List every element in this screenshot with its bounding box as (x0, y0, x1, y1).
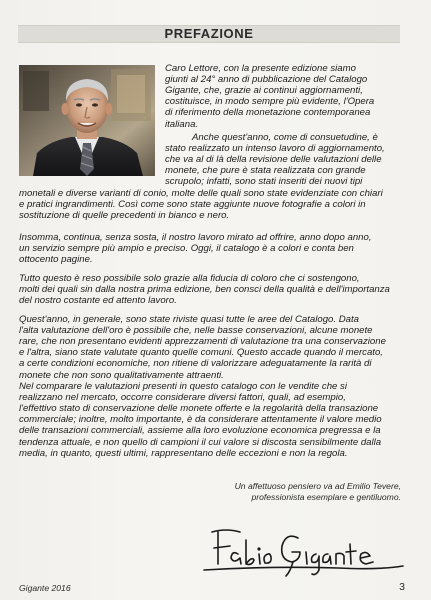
text-line: media, in quanto, questi ultimi, rappresentano delle eccezioni e non la regola. (19, 447, 348, 459)
dedication-line: professionista esemplare e gentiluomo. (251, 491, 401, 502)
text-line: ottocento pagine. (19, 254, 93, 266)
page-title: PREFAZIONE (164, 26, 254, 41)
text-line: delle transazioni commerciali, assieme alla loro evoluzione economica pregressa e la (19, 425, 381, 437)
text-line: monete che non sono qualitativamente attraenti. (19, 369, 224, 381)
text-line: tendenza attuale, e non quello di campioni il cui valore si discosta sensibilmente dalla (19, 436, 382, 448)
text-line: Nel comparare le valutazioni presenti in questo catalogo con le vendite che si (19, 381, 347, 392)
footer-publication: Gigante 2016 (19, 583, 71, 593)
text-line: Insomma, continua, senza sosta, il nostro lavoro mirato ad offrire, anno dopo anno, (19, 232, 372, 243)
text-line: Quest'anno, in generale, sono state riviste quasi tutte le aree del Catalogo. Data (19, 314, 359, 325)
text-line: rare, che non presentano evidenti apprezzamenti di valutazione tra una conservazione (19, 336, 386, 348)
text-line: di riferimento della monetazione contemporanea (165, 107, 371, 119)
text-line: e l'altra, siano state valutate quanto quelle comuni. Questo accade quando il mercato, (19, 347, 383, 359)
text-line: monetali e diverse varianti di conio, molte delle quali sono state evidenziate con chiari (19, 187, 383, 199)
text-line: commerciale; inoltre, molto importante, è da considerare attentamente il valore medio (19, 414, 382, 426)
text-line: Anche quest'anno, come di consuetudine, è (192, 132, 378, 143)
author-signature (198, 520, 408, 582)
author-portrait-image (19, 65, 155, 176)
author-photo (19, 65, 155, 176)
text-line: un servizio sempre più ampio e preciso. Oggi, il catalogo è a colori e conta ben (19, 243, 354, 255)
text-line: e pratici ingrandimenti. Così come sono state aggiunte nuove fotografie a colori in (19, 198, 366, 210)
text-line: l'effettivo stato di conservazione delle monete offerte e la regolarità della transazione (19, 403, 379, 415)
text-line: sostituzione di quelle precedenti in bianco e nero. (19, 209, 230, 221)
title-bar (18, 25, 400, 43)
text-line: costituisce, in modo sempre più evidente, l'Opera (165, 96, 375, 108)
text-line: giunti al 24° anno di pubblicazione del Catalogo (165, 74, 368, 86)
text-line: del nostro costante ed attento lavoro. (19, 295, 177, 307)
text-line: monete, che pure è stata realizzata con grande (165, 165, 366, 177)
text-line: a certe condizioni economiche, non ritiene di valorizzare adeguatamente la rarità di (19, 358, 372, 370)
text-line: l'alta valutazione dell'oro è possibile che, nelle basse conservazioni, alcune monete (19, 325, 373, 337)
text-line: Tutto questo è reso possibile solo grazie alla fiducia di coloro che ci sostengono, (19, 273, 360, 284)
text-line: molti dei quali sin dalla nostra prima edizione, ben consci della qualità e dell'importanza (19, 284, 390, 296)
text-line: Gigante, che, grazie ai continui aggiornamenti, (165, 85, 363, 97)
dedication-line: Un affettuoso pensiero va ad Emilio Tevere, (234, 481, 401, 491)
text-line: italiana. (165, 118, 199, 130)
text-line: stato realizzato un intenso lavoro di aggiornamento, (165, 143, 385, 155)
text-line: Caro Lettore, con la presente edizione siamo (165, 63, 356, 74)
page-number: 3 (399, 581, 405, 593)
text-line: scrupolo; infatti, sono stati inseriti dei nuovi tipi (165, 176, 363, 188)
text-line: realizzano nel mercato, occorre considerare diversi fattori, quali, ad esempio, (19, 392, 346, 404)
text-line: che va al di là della revisione delle valutazioni delle (165, 154, 382, 166)
dedication-note (235, 481, 401, 502)
